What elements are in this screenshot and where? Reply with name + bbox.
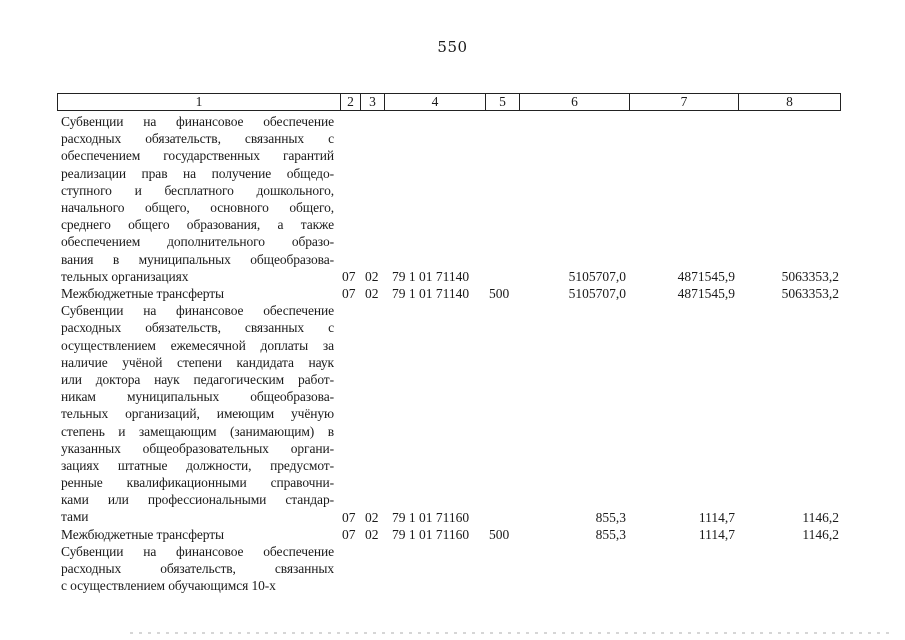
amount-col-7: 1114,7 [698,526,735,542]
amount-col-6: 855,3 [595,526,626,542]
description-line: расходных обязательств, связанных [61,561,334,577]
description-line: ками или профессиональными стандар- [61,492,334,508]
description-line: ступного и бесплатного дошкольного, [61,182,334,198]
description-line: Межбюджетные трансферты [61,286,224,301]
page-number: 550 [437,38,468,56]
amount-col-6: 5105707,0 [568,268,626,284]
description-line: указанных общеобразовательных органи- [61,440,334,456]
row-description [61,302,334,525]
header-col-1: 1 [58,94,341,110]
description-line: расходных обязательств, связанных с [61,320,334,336]
amount-col-6: 855,3 [595,509,626,525]
description-line: или доктора наук педагогическим работ- [61,371,334,387]
amount-col-8: 5063353,2 [781,286,839,301]
description-line: тельных организаций, имеющим учёную [61,406,334,422]
description-line: тельных организациях [61,268,189,284]
amount-col-8: 1146,2 [802,509,839,525]
subsection-code: 02 [365,286,379,301]
description-line: степень и замещающим (занимающим) в [61,423,334,439]
header-col-5: 5 [486,94,520,110]
subsection-code: 02 [365,509,379,525]
amount-col-8: 1146,2 [802,526,839,542]
description-line: с осуществлением обучающимся 10-х [61,578,276,594]
description-line: наличие учёной степени кандидата наук [61,354,334,370]
row-description [61,543,334,595]
description-line: тами [61,509,89,525]
description-line: зациях штатные должности, предусмот- [61,457,334,473]
row-description [61,526,334,543]
amount-col-8: 5063353,2 [781,268,839,284]
section-code: 07 [342,526,356,542]
amount-col-7: 1114,7 [698,509,735,525]
amount-col-6: 5105707,0 [568,286,626,301]
header-col-3: 3 [361,94,385,110]
expense-type-code: 500 [489,286,510,301]
target-article-code: 79 1 01 71160 [392,509,470,525]
section-code: 07 [342,509,356,525]
description-line: Субвенции на финансовое обеспечение [61,303,334,319]
expense-type-code: 500 [489,526,510,542]
row-description [61,285,334,302]
header-col-4: 4 [385,94,486,110]
subsection-code: 02 [365,268,379,284]
target-article-code: 79 1 01 71140 [392,286,470,301]
description-line: начального общего, основного общего, [61,199,334,215]
header-col-8: 8 [786,94,793,109]
header-col-7: 7 [630,94,739,110]
target-article-code: 79 1 01 71140 [392,268,470,284]
description-line: Межбюджетные трансферты [61,526,224,542]
description-line: ренные квалификационными справочни- [61,475,334,491]
description-line: среднего общего образования, а также [61,217,334,233]
description-line: никам муниципальных общеобразова- [61,389,334,405]
amount-col-7: 4871545,9 [677,286,735,301]
description-line: Субвенции на финансовое обеспечение [61,114,334,129]
target-article-code: 79 1 01 71160 [392,526,470,542]
scan-noise [130,632,890,634]
header-col-6: 6 [520,94,630,110]
description-line: осуществлением ежемесячной доплаты за [61,337,334,353]
section-code: 07 [342,268,356,284]
row-description [61,113,334,285]
section-code: 07 [342,286,356,301]
header-col-2: 2 [341,94,361,110]
table-header [57,93,841,111]
description-line: вания в муниципальных общеобразова- [61,251,334,267]
description-line: обеспечением дополнительного образо- [61,234,334,250]
description-line: расходных обязательств, связанных с [61,131,334,147]
description-line: реализации прав на получение общедо- [61,165,334,181]
description-line: Субвенции на финансовое обеспечение [61,544,334,559]
amount-col-7: 4871545,9 [677,268,735,284]
description-line: обеспечением государственных гарантий [61,148,334,164]
subsection-code: 02 [365,526,379,542]
